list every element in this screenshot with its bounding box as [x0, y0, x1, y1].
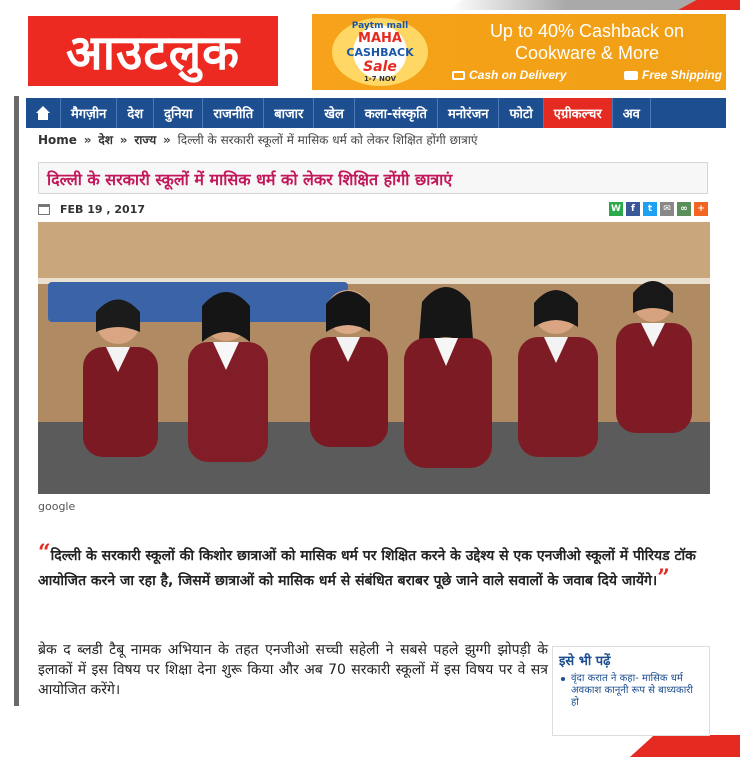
nav-item-agriculture[interactable]: एग्रीकल्चर	[544, 98, 613, 128]
breadcrumb	[38, 131, 726, 149]
ad-headline	[452, 20, 722, 64]
ad-headline-line1: Up to 40% Cashback on	[489, 21, 685, 41]
more-share-icon[interactable]: +	[694, 202, 708, 216]
main-navigation	[26, 98, 726, 128]
article-title: दिल्ली के सरकारी स्कूलों में मासिक धर्म को लेकर शिक्षित होंगी छात्राएं	[38, 162, 708, 194]
whatsapp-share-icon[interactable]: W	[609, 202, 623, 216]
breadcrumb-current: दिल्ली के सरकारी स्कूलों में मासिक धर्म को लेकर शिक्षित होंगी छात्राएं	[177, 133, 478, 147]
nav-item-desh[interactable]: देश	[117, 98, 154, 128]
breadcrumb-home[interactable]: Home	[38, 133, 77, 147]
share-buttons	[609, 202, 708, 216]
breadcrumb-desh[interactable]: देश	[98, 133, 113, 147]
nav-item-kala-sanskriti[interactable]: कला-संस्कृति	[355, 98, 438, 128]
quote-close-mark: ”	[657, 565, 670, 591]
ad-feature-cod: Cash on Delivery	[452, 68, 566, 82]
quote-text: दिल्ली के सरकारी स्कूलों की किशोर छात्राओं को मासिक धर्म पर शिक्षित करने के उद्देश्य से एक एनजीओ स्कूलों में पीरियड टॉक आयोजित करने जा रहा है, जिसमें छात्राओं को मासिक धर्म से संबंधित बराबर पूछे जाने वाले सवालों के जवाब दिये जायेंगे।	[38, 548, 696, 589]
link-share-icon[interactable]: ∞	[677, 202, 691, 216]
image-caption: google	[38, 500, 76, 513]
calendar-icon	[38, 204, 50, 215]
truck-icon	[624, 71, 638, 80]
cash-icon	[452, 71, 465, 80]
ad-feature-shipping: Free Shipping	[624, 68, 722, 82]
nav-item-magazine[interactable]: मैगज़ीन	[61, 98, 117, 128]
nav-home[interactable]	[26, 98, 61, 128]
ad-features	[452, 68, 722, 82]
ad-badge-sale: Sale	[363, 59, 397, 75]
breadcrumb-separator: »	[83, 133, 92, 147]
related-list	[559, 673, 703, 709]
nav-item-manoranjan[interactable]: मनोरंजन	[438, 98, 500, 128]
home-icon	[35, 106, 51, 120]
advertisement-banner[interactable]	[312, 14, 726, 90]
related-heading: इसे भी पढ़ें	[559, 654, 611, 669]
article-pull-quote	[38, 542, 710, 592]
email-share-icon[interactable]: ✉	[660, 202, 674, 216]
ad-badge-dates: 1-7 NOV	[363, 75, 397, 83]
ad-badge-line1: MAHA	[358, 31, 402, 46]
nav-item-rajniti[interactable]: राजनीति	[203, 98, 264, 128]
related-articles-box	[552, 646, 710, 736]
ad-sale-badge	[332, 18, 428, 86]
classroom-photo-illustration	[38, 222, 710, 494]
breadcrumb-separator: »	[119, 133, 128, 147]
related-item[interactable]: वृंदा करात ने कहा- मासिक धर्म अवकाश कानूनी रूप से बाध्यकारी हो	[559, 673, 703, 709]
article-date: FEB 19 , 2017	[60, 202, 146, 216]
twitter-share-icon[interactable]: t	[643, 202, 657, 216]
nav-item-photo[interactable]: फोटो	[499, 98, 543, 128]
nav-item-more[interactable]: अव	[613, 98, 651, 128]
quote-open-mark: “	[38, 540, 51, 566]
ad-badge-brand: Paytm mall	[351, 21, 409, 31]
article-meta	[38, 200, 708, 218]
site-logo[interactable]: आउटलुक	[28, 16, 278, 86]
ad-badge-line2: CASHBACK	[346, 46, 414, 59]
article-image	[38, 222, 710, 494]
facebook-share-icon[interactable]: f	[626, 202, 640, 216]
article-page	[26, 10, 726, 740]
article-body-paragraph: ब्रेक द ब्लडी टैबू नामक अभियान के तहत एनजीओ सच्ची सहेली ने सबसे पहले झुग्गी झोपड़ी के इलाकों में इस विषय पर शिक्षा देना शुरू किया और अब 70 सरकारी स्कूलों में इस विषय पर वे सत्र आयोजित करेंगे।	[38, 642, 548, 698]
nav-item-bazaar[interactable]: बाजार	[264, 98, 314, 128]
left-edge-bar	[14, 96, 19, 706]
breadcrumb-separator: »	[163, 133, 171, 147]
breadcrumb-rajya[interactable]: राज्य	[134, 133, 157, 147]
nav-item-duniya[interactable]: दुनिया	[154, 98, 203, 128]
nav-item-khel[interactable]: खेल	[314, 98, 354, 128]
ad-headline-line2: Cookware & More	[514, 43, 660, 63]
